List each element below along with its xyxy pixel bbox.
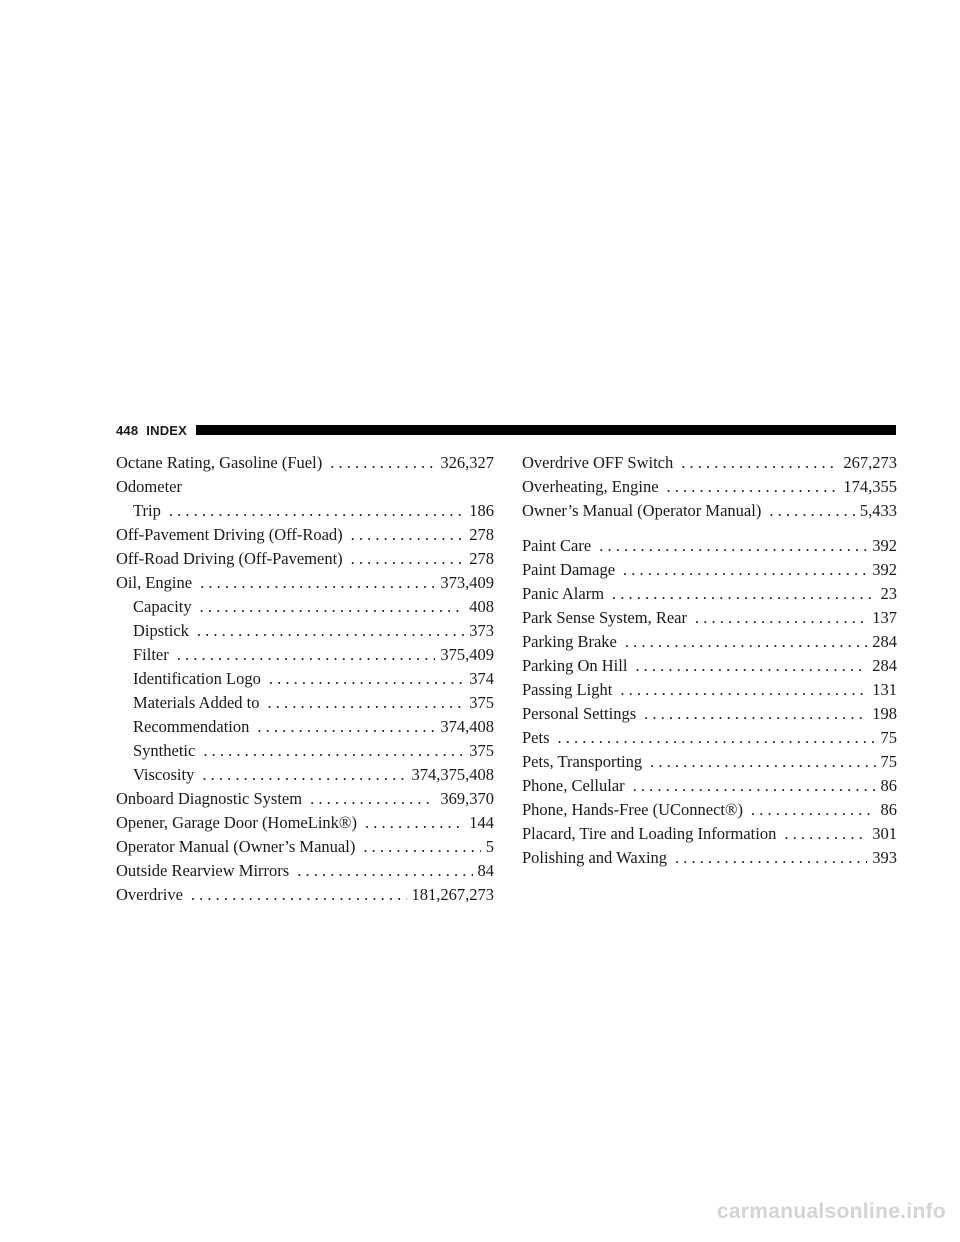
entry-page-numbers: 137 (872, 608, 897, 627)
entry-page-numbers: 131 (872, 680, 897, 699)
entry-label: Opener, Garage Door (HomeLink®) (116, 813, 357, 832)
entry-label: Outside Rearview Mirrors (116, 861, 290, 880)
dot-leader (644, 702, 867, 726)
entry-page-numbers: 373,409 (440, 573, 494, 592)
index-entry (116, 523, 494, 547)
entry-page-numbers: 374,408 (440, 717, 494, 736)
dot-leader (675, 846, 867, 870)
index-subentry (116, 763, 494, 787)
entry-page-numbers: 301 (872, 824, 897, 843)
dot-leader (351, 547, 465, 571)
entry-page-numbers: 186 (469, 501, 494, 520)
entry-label: Oil, Engine (116, 573, 193, 592)
entry-page-numbers: 393 (872, 848, 897, 867)
entry-label: Polishing and Waxing (522, 848, 668, 867)
entry-label: Park Sense System, Rear (522, 608, 687, 627)
dot-leader (351, 523, 465, 547)
index-entry (522, 499, 897, 523)
index-entry (522, 822, 897, 846)
index-entry (116, 811, 494, 835)
dot-leader (612, 582, 875, 606)
entry-page-numbers: 392 (872, 536, 897, 555)
dot-leader (200, 571, 435, 595)
entry-label: Owner’s Manual (Operator Manual) (522, 501, 762, 520)
entry-label: Pets, Transporting (522, 752, 643, 771)
page-number: 448 (116, 422, 139, 438)
dot-leader (558, 726, 876, 750)
index-entry (522, 678, 897, 702)
entry-page-numbers: 369,370 (440, 789, 494, 808)
entry-label: Phone, Hands-Free (UConnect®) (522, 800, 744, 819)
dot-leader (623, 558, 867, 582)
dot-leader (695, 606, 867, 630)
entry-page-numbers: 75 (880, 728, 897, 747)
entry-page-numbers: 198 (872, 704, 897, 723)
page-header (116, 420, 896, 440)
entry-page-numbers: 375 (469, 693, 494, 712)
index-entry (522, 750, 897, 774)
entry-label: Off-Pavement Driving (Off-Road) (116, 525, 343, 544)
entry-label: Capacity (133, 597, 192, 616)
entry-label: Trip (133, 501, 161, 520)
entry-label: Odometer (116, 477, 182, 496)
dot-leader (363, 835, 480, 859)
dot-leader (197, 619, 464, 643)
index-entry (522, 654, 897, 678)
dot-leader (203, 739, 464, 763)
index-entry (522, 846, 897, 870)
dot-leader (681, 451, 838, 475)
entry-label: Overdrive (116, 885, 183, 904)
dot-leader (257, 715, 435, 739)
entry-label: Paint Care (522, 536, 592, 555)
index-entry (116, 787, 494, 811)
entry-label: Personal Settings (522, 704, 637, 723)
dot-leader (177, 643, 436, 667)
dot-leader (650, 750, 875, 774)
dot-leader (599, 534, 867, 558)
index-subentry (116, 739, 494, 763)
dot-leader (784, 822, 867, 846)
entry-page-numbers: 278 (469, 549, 494, 568)
entry-label: Synthetic (133, 741, 196, 760)
index-entry (116, 475, 494, 499)
dot-leader (667, 475, 839, 499)
index-entry (116, 571, 494, 595)
section-title: INDEX (146, 422, 188, 438)
entry-page-numbers: 75 (880, 752, 897, 771)
entry-page-numbers: 5,433 (859, 501, 897, 520)
index-entry (522, 726, 897, 750)
dot-leader (269, 667, 464, 691)
entry-page-numbers: 375 (469, 741, 494, 760)
entry-page-numbers: 284 (872, 632, 897, 651)
entry-label: Identification Logo (133, 669, 261, 688)
entry-label: Operator Manual (Owner’s Manual) (116, 837, 356, 856)
entry-page-numbers: 392 (872, 560, 897, 579)
dot-leader (633, 774, 876, 798)
dot-leader (330, 451, 435, 475)
entry-page-numbers: 408 (469, 597, 494, 616)
index-entry (116, 859, 494, 883)
dot-leader (297, 859, 472, 883)
index-entry (522, 606, 897, 630)
entry-page-numbers: 84 (477, 861, 494, 880)
entry-label: Panic Alarm (522, 584, 605, 603)
entry-label: Onboard Diagnostic System (116, 789, 303, 808)
entry-page-numbers: 174,355 (843, 477, 897, 496)
entry-label: Octane Rating, Gasoline (Fuel) (116, 453, 323, 472)
entry-page-numbers: 374 (469, 669, 494, 688)
header-rule (196, 425, 896, 435)
entry-label: Passing Light (522, 680, 613, 699)
index-entry (522, 582, 897, 606)
watermark: carmanualsonline.info (716, 1200, 946, 1223)
entry-label: Filter (133, 645, 169, 664)
index-entry (116, 547, 494, 571)
index-subentry (116, 667, 494, 691)
entry-label: Paint Damage (522, 560, 616, 579)
entry-page-numbers: 375,409 (440, 645, 494, 664)
entry-page-numbers: 86 (880, 800, 897, 819)
entry-label: Phone, Cellular (522, 776, 625, 795)
dot-leader (267, 691, 464, 715)
index-entry (522, 451, 897, 475)
index-entry (522, 534, 897, 558)
index-entry (522, 798, 897, 822)
entry-page-numbers: 373 (469, 621, 494, 640)
dot-leader (200, 595, 465, 619)
dot-leader (310, 787, 435, 811)
entry-label: Off-Road Driving (Off-Pavement) (116, 549, 343, 568)
index-subentry (116, 595, 494, 619)
dot-leader (620, 678, 867, 702)
index-column-left (116, 451, 494, 907)
index-entry (116, 835, 494, 859)
entry-label: Dipstick (133, 621, 189, 640)
entry-page-numbers: 86 (880, 776, 897, 795)
index-entry (522, 558, 897, 582)
index-subentry (116, 715, 494, 739)
index-entry (522, 630, 897, 654)
dot-leader (769, 499, 855, 523)
index-subentry (116, 499, 494, 523)
entry-page-numbers: 374,375,408 (411, 765, 494, 784)
entry-page-numbers: 144 (469, 813, 494, 832)
index-entry (116, 883, 494, 907)
index-entry (522, 774, 897, 798)
entry-page-numbers: 181,267,273 (411, 885, 494, 904)
entry-label: Overdrive OFF Switch (522, 453, 674, 472)
entry-page-numbers: 326,327 (440, 453, 494, 472)
index-subentry (116, 643, 494, 667)
index-column-right (522, 451, 897, 870)
index-entry (116, 451, 494, 475)
index-entry (522, 475, 897, 499)
entry-page-numbers: 284 (872, 656, 897, 675)
dot-leader (625, 630, 867, 654)
entry-label: Viscosity (133, 765, 195, 784)
index-entry (522, 702, 897, 726)
entry-label: Parking On Hill (522, 656, 628, 675)
index-subentry (116, 619, 494, 643)
entry-page-numbers: 5 (485, 837, 494, 856)
entry-page-numbers: 278 (469, 525, 494, 544)
entry-label: Parking Brake (522, 632, 617, 651)
dot-leader (635, 654, 867, 678)
entry-label: Materials Added to (133, 693, 260, 712)
dot-leader (365, 811, 464, 835)
entry-label: Recommendation (133, 717, 250, 736)
entry-page-numbers: 267,273 (843, 453, 897, 472)
dot-leader (191, 883, 407, 907)
dot-leader (169, 499, 464, 523)
index-subentry (116, 691, 494, 715)
dot-leader (202, 763, 406, 787)
entry-label: Pets (522, 728, 550, 747)
entry-page-numbers: 23 (880, 584, 897, 603)
entry-label: Placard, Tire and Loading Information (522, 824, 777, 843)
dot-leader (751, 798, 875, 822)
entry-label: Overheating, Engine (522, 477, 659, 496)
